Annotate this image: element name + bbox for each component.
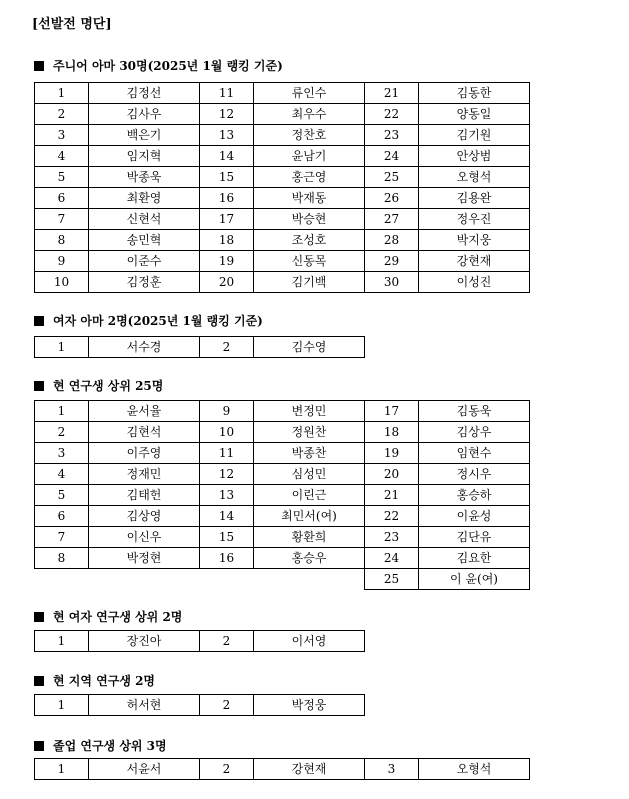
- rank-cell: 18: [200, 230, 254, 251]
- player-name-cell: 김정훈: [89, 272, 200, 293]
- rank-cell: 24: [365, 146, 419, 167]
- rank-cell: 1: [35, 401, 89, 422]
- player-name-cell: 오형석: [419, 167, 530, 188]
- rank-cell: 2: [35, 422, 89, 443]
- player-name-cell: 박종찬: [254, 443, 365, 464]
- player-name-cell: 박정현: [89, 548, 200, 569]
- square-bullet-icon: [34, 61, 44, 71]
- rank-cell: 11: [200, 83, 254, 104]
- player-name-cell: 정시우: [419, 464, 530, 485]
- player-name-cell: 양동일: [419, 104, 530, 125]
- rank-cell: 17: [365, 401, 419, 422]
- rank-cell: 21: [365, 83, 419, 104]
- table-row: [35, 104, 530, 125]
- rank-cell: 12: [200, 104, 254, 125]
- rank-cell: 19: [365, 443, 419, 464]
- player-name-cell: 정찬호: [254, 125, 365, 146]
- square-bullet-icon: [34, 676, 44, 686]
- square-bullet-icon: [34, 381, 44, 391]
- player-name-cell: 임현수: [419, 443, 530, 464]
- table-row: [35, 464, 530, 485]
- section-title: 졸업 연구생 상위 3명: [53, 739, 167, 753]
- player-name-cell: 김단유: [419, 527, 530, 548]
- section-title: 여자 아마 2명(2025년 1월 랭킹 기준): [53, 314, 263, 328]
- rank-cell: 6: [35, 506, 89, 527]
- table-current-trainees: [34, 400, 530, 590]
- table-row: [35, 125, 530, 146]
- table-row: [35, 569, 530, 590]
- rank-cell: 12: [200, 464, 254, 485]
- player-name-cell: 안상범: [419, 146, 530, 167]
- table-row: [35, 83, 530, 104]
- table-row: [35, 188, 530, 209]
- rank-cell: 4: [35, 146, 89, 167]
- player-name-cell: 송민혁: [89, 230, 200, 251]
- player-name-cell: 박지웅: [419, 230, 530, 251]
- player-name-cell: 김수영: [254, 337, 365, 358]
- player-name-cell: 이린근: [254, 485, 365, 506]
- player-name-cell: 오형석: [419, 759, 530, 780]
- player-name-cell: 박종욱: [89, 167, 200, 188]
- rank-cell: 2: [35, 104, 89, 125]
- player-name-cell: 조성호: [254, 230, 365, 251]
- player-name-cell: 최우수: [254, 104, 365, 125]
- player-name-cell: 최환영: [89, 188, 200, 209]
- rank-cell: 5: [35, 485, 89, 506]
- rank-cell: 13: [200, 485, 254, 506]
- section-title: 주니어 아마 30명(2025년 1월 랭킹 기준): [53, 59, 283, 73]
- rank-cell: 9: [35, 251, 89, 272]
- rank-cell: 18: [365, 422, 419, 443]
- player-name-cell: 윤남기: [254, 146, 365, 167]
- rank-cell: 1: [35, 83, 89, 104]
- player-name-cell: 박정웅: [254, 695, 365, 716]
- rank-cell: 3: [365, 759, 419, 780]
- player-name-cell: 심성민: [254, 464, 365, 485]
- player-name-cell: 김태헌: [89, 485, 200, 506]
- rank-cell: 21: [365, 485, 419, 506]
- player-name-cell: 김상우: [419, 422, 530, 443]
- rank-cell: 2: [200, 337, 254, 358]
- table-row: [35, 422, 530, 443]
- rank-cell: 19: [200, 251, 254, 272]
- rank-cell: 1: [35, 695, 89, 716]
- rank-cell: 1: [35, 759, 89, 780]
- section-heading-women-amateur: [34, 312, 263, 329]
- player-name-cell: 변정민: [254, 401, 365, 422]
- rank-cell: 5: [35, 167, 89, 188]
- section-heading-current-trainees: [34, 377, 163, 394]
- rank-cell: 17: [200, 209, 254, 230]
- rank-cell: 22: [365, 506, 419, 527]
- player-name-cell: 서수경: [89, 337, 200, 358]
- table-row: [35, 167, 530, 188]
- table-row: [35, 527, 530, 548]
- player-name-cell: 이주영: [89, 443, 200, 464]
- rank-cell: 3: [35, 443, 89, 464]
- rank-cell: 2: [200, 695, 254, 716]
- player-name-cell: 백은기: [89, 125, 200, 146]
- player-name-cell: 이준수: [89, 251, 200, 272]
- rank-cell: 1: [35, 337, 89, 358]
- section-heading-women-trainees: [34, 608, 182, 625]
- rank-cell: 22: [365, 104, 419, 125]
- table-row: [35, 695, 365, 716]
- player-name-cell: 최민서(여): [254, 506, 365, 527]
- player-name-cell: 홍승우: [254, 548, 365, 569]
- rank-cell: 6: [35, 188, 89, 209]
- player-name-cell: 이성진: [419, 272, 530, 293]
- rank-cell: 20: [365, 464, 419, 485]
- rank-cell: 25: [365, 569, 419, 590]
- table-row: [35, 631, 365, 652]
- square-bullet-icon: [34, 316, 44, 326]
- square-bullet-icon: [34, 741, 44, 751]
- player-name-cell: 강현재: [254, 759, 365, 780]
- player-name-cell: 허서현: [89, 695, 200, 716]
- player-name-cell: 김용완: [419, 188, 530, 209]
- rank-cell: 15: [200, 527, 254, 548]
- player-name-cell: 이 윤(여): [419, 569, 530, 590]
- player-name-cell: 이신우: [89, 527, 200, 548]
- rank-cell: 30: [365, 272, 419, 293]
- table-graduated-trainees: [34, 758, 530, 780]
- square-bullet-icon: [34, 612, 44, 622]
- table-row: [35, 548, 530, 569]
- player-name-cell: 정원찬: [254, 422, 365, 443]
- table-row: [35, 337, 365, 358]
- rank-cell: 14: [200, 506, 254, 527]
- rank-cell: 3: [35, 125, 89, 146]
- rank-cell: 2: [200, 631, 254, 652]
- section-heading-junior-amateur: [34, 57, 283, 74]
- document-title: [선발전 명단]: [32, 17, 112, 32]
- player-name-cell: 서윤서: [89, 759, 200, 780]
- rank-cell: 8: [35, 548, 89, 569]
- rank-cell: 26: [365, 188, 419, 209]
- player-name-cell: [254, 569, 365, 590]
- rank-cell: 14: [200, 146, 254, 167]
- table-row: [35, 230, 530, 251]
- table-row: [35, 209, 530, 230]
- rank-cell: 29: [365, 251, 419, 272]
- rank-cell: 9: [200, 401, 254, 422]
- player-name-cell: 강현재: [419, 251, 530, 272]
- rank-cell: [200, 569, 254, 590]
- table-row: [35, 272, 530, 293]
- table-row: [35, 401, 530, 422]
- rank-cell: 1: [35, 631, 89, 652]
- section-heading-regional-trainees: [34, 672, 155, 689]
- player-name-cell: 김상영: [89, 506, 200, 527]
- rank-cell: 16: [200, 188, 254, 209]
- table-row: [35, 146, 530, 167]
- section-title: 현 연구생 상위 25명: [53, 379, 164, 393]
- table-regional-trainees: [34, 694, 365, 716]
- player-name-cell: 김요한: [419, 548, 530, 569]
- player-name-cell: 신현석: [89, 209, 200, 230]
- player-name-cell: [89, 569, 200, 590]
- rank-cell: 23: [365, 527, 419, 548]
- rank-cell: 10: [200, 422, 254, 443]
- rank-cell: 8: [35, 230, 89, 251]
- rank-cell: 10: [35, 272, 89, 293]
- rank-cell: 20: [200, 272, 254, 293]
- section-heading-graduated-trainees: [34, 737, 167, 754]
- player-name-cell: 윤서율: [89, 401, 200, 422]
- player-name-cell: 신동목: [254, 251, 365, 272]
- rank-cell: 7: [35, 209, 89, 230]
- player-name-cell: 황환희: [254, 527, 365, 548]
- section-title: 현 여자 연구생 상위 2명: [53, 610, 183, 624]
- rank-cell: 15: [200, 167, 254, 188]
- player-name-cell: 김사우: [89, 104, 200, 125]
- player-name-cell: 김정선: [89, 83, 200, 104]
- rank-cell: 7: [35, 527, 89, 548]
- player-name-cell: 홍승하: [419, 485, 530, 506]
- rank-cell: 13: [200, 125, 254, 146]
- player-name-cell: 김기원: [419, 125, 530, 146]
- rank-cell: 25: [365, 167, 419, 188]
- player-name-cell: 김동욱: [419, 401, 530, 422]
- rank-cell: 16: [200, 548, 254, 569]
- rank-cell: 24: [365, 548, 419, 569]
- player-name-cell: 이윤성: [419, 506, 530, 527]
- section-title: 현 지역 연구생 2명: [53, 674, 156, 688]
- table-row: [35, 485, 530, 506]
- table-row: [35, 506, 530, 527]
- rank-cell: 27: [365, 209, 419, 230]
- table-row: [35, 443, 530, 464]
- rank-cell: 11: [200, 443, 254, 464]
- rank-cell: [35, 569, 89, 590]
- rank-cell: 4: [35, 464, 89, 485]
- player-name-cell: 임지혁: [89, 146, 200, 167]
- table-women-trainees: [34, 630, 365, 652]
- player-name-cell: 이서영: [254, 631, 365, 652]
- player-name-cell: 장진아: [89, 631, 200, 652]
- player-name-cell: 박승현: [254, 209, 365, 230]
- player-name-cell: 정우진: [419, 209, 530, 230]
- player-name-cell: 김기백: [254, 272, 365, 293]
- table-row: [35, 251, 530, 272]
- rank-cell: 28: [365, 230, 419, 251]
- player-name-cell: 류인수: [254, 83, 365, 104]
- player-name-cell: 박재동: [254, 188, 365, 209]
- table-row: [35, 759, 530, 780]
- table-women-amateur: [34, 336, 365, 358]
- table-junior-amateur: [34, 82, 530, 293]
- player-name-cell: 김동한: [419, 83, 530, 104]
- player-name-cell: 정재민: [89, 464, 200, 485]
- rank-cell: 23: [365, 125, 419, 146]
- player-name-cell: 홍근영: [254, 167, 365, 188]
- player-name-cell: 김현석: [89, 422, 200, 443]
- rank-cell: 2: [200, 759, 254, 780]
